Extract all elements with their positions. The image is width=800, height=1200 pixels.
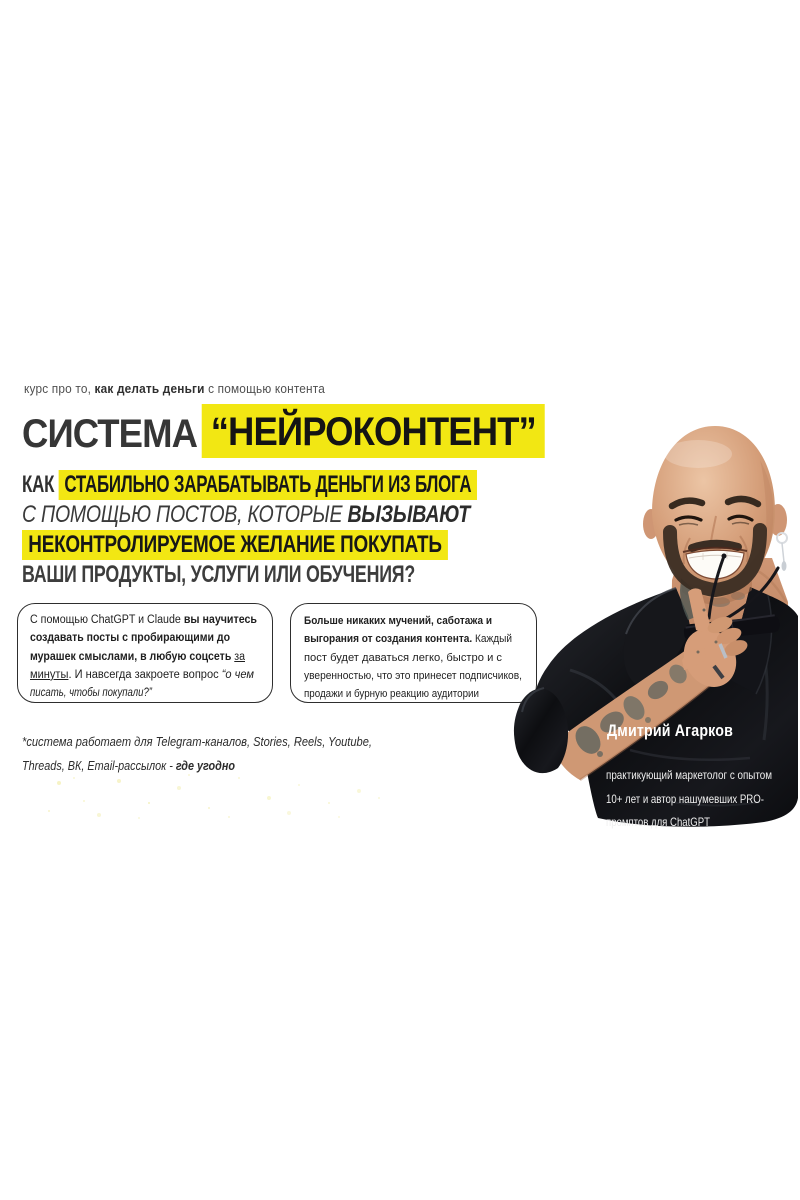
card-left-line-5 [30, 684, 260, 702]
card-left-line-4-fit [30, 666, 254, 684]
headline-line-1-fit [22, 470, 477, 500]
headline-line-2-fit [22, 500, 470, 530]
title-word: СИСТЕМА [22, 412, 198, 456]
card-left-line-3 [30, 648, 260, 666]
kicker-pre: курс про то, [24, 381, 95, 396]
title-highlight: “НЕЙРОКОНТЕНТ” [202, 404, 545, 458]
speaker-name [607, 721, 758, 741]
headline-l1-pre: КАК [22, 471, 59, 498]
headline-l3-highlight: НЕКОНТРОЛИРУЕМОЕ ЖЕЛАНИЕ ПОКУПАТЬ [22, 530, 448, 560]
card-left-line-2 [30, 629, 260, 647]
card-left-line-1 [30, 611, 260, 629]
footnote [22, 730, 432, 778]
headline-line-3-fit [22, 530, 448, 560]
speaker-bio-line-1-fit [606, 764, 772, 788]
card-right-l2-bold: выгорания от создания контента. [304, 633, 473, 646]
card-right-l2-rest: Каждый [472, 633, 512, 646]
card-left-line-3-fit [30, 648, 245, 666]
speaker-bio-line-3 [606, 811, 800, 835]
headline-l4-text: ВАШИ ПРОДУКТЫ, УСЛУГИ ИЛИ ОБУЧЕНИЯ? [22, 561, 415, 588]
footnote-l2-bold: где угодно [175, 758, 235, 773]
card-left-l2-bold: создавать посты с пробирающими до [30, 632, 230, 645]
speaker-bio-l2-text: 10+ лет и автор нашумевших PRO- [606, 791, 764, 806]
speckle-texture [28, 772, 30, 774]
headline-line-4-fit [22, 560, 415, 590]
card-left-line-2-fit [30, 629, 230, 647]
speaker-bio-line-2-fit [606, 788, 764, 812]
card-left-line-4 [30, 666, 260, 684]
card-left-l5-italic: писать, чтобы покупали?” [30, 687, 152, 700]
speaker-bio-l3-text: промптов для ChatGPT [606, 815, 710, 829]
footnote-l1-text: *система работает для Telegram-каналов, Stories, Reels, Youtube, [22, 734, 372, 749]
speaker-name-fit [607, 721, 733, 741]
footnote-line-2-fit [22, 754, 235, 778]
card-left-l3-underline: за [234, 650, 245, 663]
speaker-bio-l1-text: практикующий маркетолог с опытом [606, 768, 772, 782]
card-left-l4-underline: минуты [30, 668, 69, 681]
card-right-l1-bold: Больше никаких мучений, саботажа и [304, 615, 492, 627]
card-left-l4-mid: . И навсегда закроете вопрос [68, 668, 222, 681]
speaker-bio-line-1 [606, 764, 800, 788]
footnote-line-1-fit [22, 730, 372, 754]
footnote-l2-pre: Threads, ВК, Email-рассылок - [22, 758, 176, 773]
headline-l1-highlight: СТАБИЛЬНО ЗАРАБАТЫВАТЬ ДЕНЬГИ ИЗ БЛОГА [59, 470, 477, 500]
kicker-post: с помощью контента [204, 381, 325, 396]
kicker-text [24, 381, 325, 396]
card-right-l3-text: пост будет даваться легко, быстро и с [304, 651, 502, 664]
speaker-bio-line-3-fit [606, 811, 710, 835]
headline-l2-bold: ВЫЗЫВАЮТ [347, 501, 470, 528]
card-left-line-5-fit [30, 684, 152, 702]
card-right-l5-text: продажи и бурную реакцию аудитории [304, 688, 479, 701]
card-left-l1-pre: С помощью ChatGPT и Claude [30, 614, 184, 626]
card-left-l1-bold: вы научитесь [183, 614, 257, 626]
headline-l2-italic: С ПОМОЩЬЮ ПОСТОВ, КОТОРЫЕ [22, 501, 348, 528]
benefit-card-left [17, 603, 273, 703]
speaker-bio [606, 764, 800, 835]
card-right-l4-text: уверенностью, что это принесет подписчиков, [304, 669, 522, 682]
card-left-l4-italic: “о чем [221, 668, 254, 681]
footnote-line-2 [22, 754, 432, 778]
speaker-name-text: Дмитрий Агарков [607, 721, 733, 740]
kicker-bold: как делать деньги [94, 381, 205, 396]
kicker-line [24, 381, 355, 396]
footnote-line-1 [22, 730, 432, 754]
card-left-l3-bold: мурашек смыслами, в любую соцсеть [30, 650, 235, 663]
portrait-earring [777, 533, 787, 571]
speaker-bio-line-2 [606, 788, 800, 812]
card-left-line-1-fit [30, 611, 257, 629]
